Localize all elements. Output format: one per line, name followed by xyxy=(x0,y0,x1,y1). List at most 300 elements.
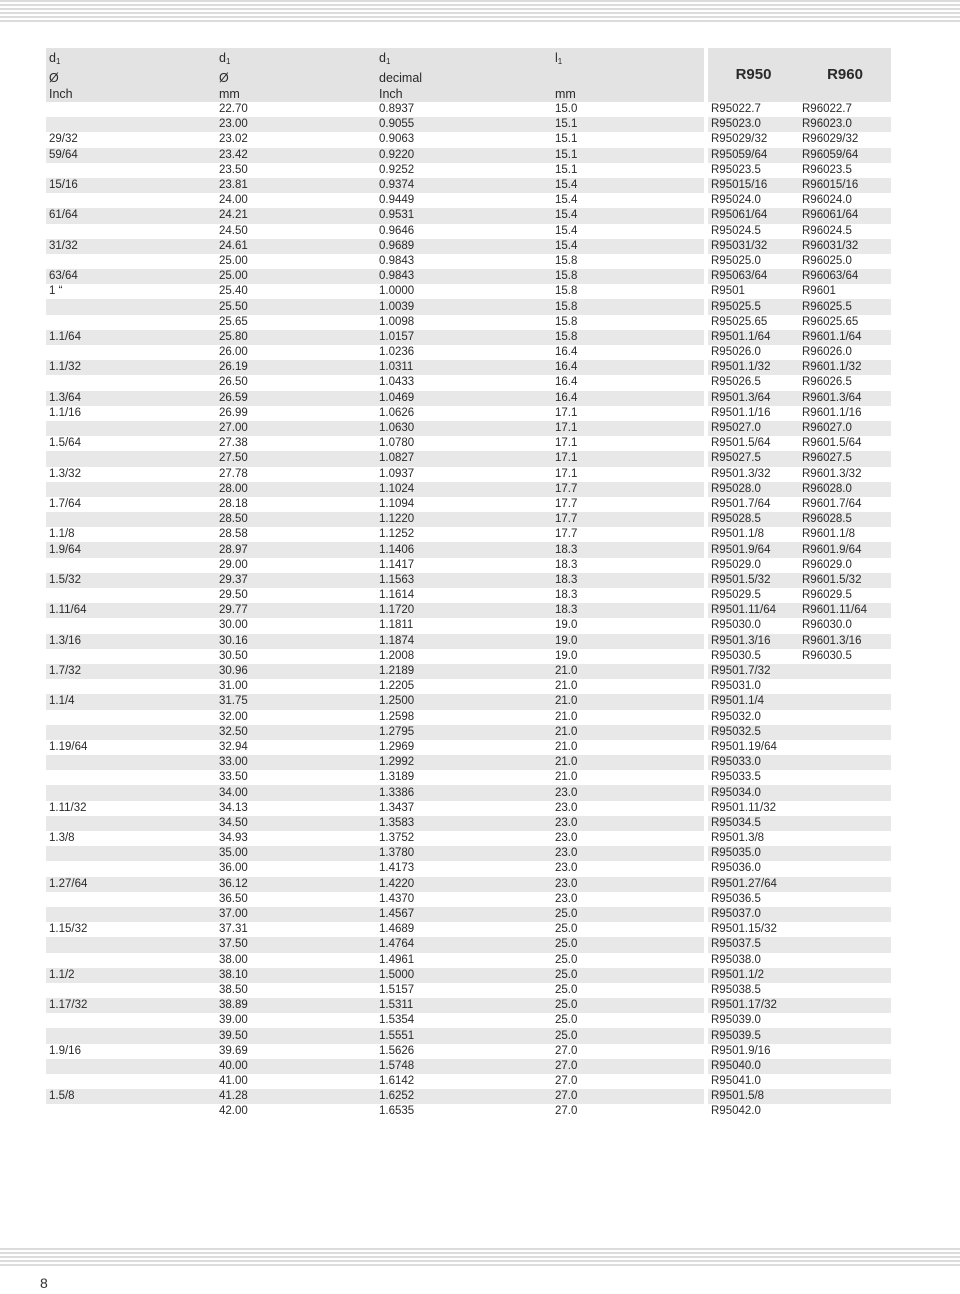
cell-length: 21.0 xyxy=(552,710,704,725)
table-header-row xyxy=(46,48,891,102)
cell-inch: 15/16 xyxy=(46,178,216,193)
cell-r950: R95031/32 xyxy=(708,239,799,254)
cell-decimal: 1.2598 xyxy=(376,710,552,725)
cell-r960: R9601.1/64 xyxy=(799,330,891,345)
cell-decimal: 0.9374 xyxy=(376,178,552,193)
cell-length: 25.0 xyxy=(552,998,704,1013)
cell-length: 15.1 xyxy=(552,163,704,178)
cell-r950: R9501.1/2 xyxy=(708,968,799,983)
cell-decimal: 1.1406 xyxy=(376,542,552,557)
cell-inch xyxy=(46,937,216,952)
cell-r950: R9501.9/16 xyxy=(708,1044,799,1059)
cell-r950: R9501.3/64 xyxy=(708,391,799,406)
cell-r950: R95037.0 xyxy=(708,907,799,922)
cell-length: 15.4 xyxy=(552,193,704,208)
table-row xyxy=(46,254,891,269)
cell-inch: 1.3/32 xyxy=(46,467,216,482)
cell-decimal: 1.1811 xyxy=(376,618,552,633)
table-row xyxy=(46,1059,891,1074)
cell-inch xyxy=(46,679,216,694)
cell-r950: R95024.0 xyxy=(708,193,799,208)
table-row xyxy=(46,436,891,451)
cell-r950: R95040.0 xyxy=(708,1059,799,1074)
cell-inch: 1.15/32 xyxy=(46,922,216,937)
cell-r960 xyxy=(799,877,891,892)
cell-mm: 38.00 xyxy=(216,953,376,968)
table-row xyxy=(46,634,891,649)
cell-r950: R9501.11/32 xyxy=(708,801,799,816)
cell-decimal: 1.2795 xyxy=(376,725,552,740)
cell-r960: R96025.65 xyxy=(799,315,891,330)
cell-length: 21.0 xyxy=(552,740,704,755)
table-row xyxy=(46,208,891,223)
table-row xyxy=(46,573,891,588)
cell-decimal: 1.4173 xyxy=(376,861,552,876)
cell-length: 25.0 xyxy=(552,953,704,968)
cell-r960 xyxy=(799,1059,891,1074)
cell-mm: 23.42 xyxy=(216,148,376,163)
cell-mm: 38.10 xyxy=(216,968,376,983)
cell-inch: 1.3/16 xyxy=(46,634,216,649)
cell-decimal: 1.1563 xyxy=(376,573,552,588)
cell-r960 xyxy=(799,861,891,876)
cell-r960: R9601.1/32 xyxy=(799,360,891,375)
cell-decimal: 1.1614 xyxy=(376,588,552,603)
table-row xyxy=(46,527,891,542)
cell-decimal: 1.6252 xyxy=(376,1089,552,1104)
cell-length: 27.0 xyxy=(552,1089,704,1104)
cell-decimal: 1.5626 xyxy=(376,1044,552,1059)
cell-length: 19.0 xyxy=(552,634,704,649)
cell-inch: 1.3/8 xyxy=(46,831,216,846)
cell-inch xyxy=(46,846,216,861)
cell-length: 17.1 xyxy=(552,421,704,436)
cell-mm: 30.50 xyxy=(216,649,376,664)
cell-mm: 25.00 xyxy=(216,254,376,269)
cell-inch xyxy=(46,451,216,466)
cell-mm: 33.50 xyxy=(216,770,376,785)
cell-mm: 26.50 xyxy=(216,375,376,390)
cell-r960 xyxy=(799,1044,891,1059)
table-row xyxy=(46,542,891,557)
cell-length: 25.0 xyxy=(552,1013,704,1028)
cell-r950: R9501.5/64 xyxy=(708,436,799,451)
cell-mm: 35.00 xyxy=(216,846,376,861)
cell-decimal: 1.0311 xyxy=(376,360,552,375)
table-row xyxy=(46,148,891,163)
cell-r950: R95061/64 xyxy=(708,208,799,223)
cell-decimal: 1.0937 xyxy=(376,467,552,482)
cell-r950: R9501.3/16 xyxy=(708,634,799,649)
cell-inch xyxy=(46,345,216,360)
cell-r950: R9501.1/16 xyxy=(708,406,799,421)
cell-length: 23.0 xyxy=(552,785,704,800)
cell-mm: 27.78 xyxy=(216,467,376,482)
cell-length: 15.4 xyxy=(552,178,704,193)
table-row xyxy=(46,983,891,998)
cell-inch: 1.1/32 xyxy=(46,360,216,375)
table-row xyxy=(46,239,891,254)
header-diameter-mm: $d_1$ Ø mm xyxy=(216,48,376,102)
cell-mm: 26.00 xyxy=(216,345,376,360)
cell-length: 21.0 xyxy=(552,679,704,694)
table-row xyxy=(46,664,891,679)
table-row xyxy=(46,375,891,390)
cell-r960 xyxy=(799,664,891,679)
cell-length: 18.3 xyxy=(552,558,704,573)
cell-decimal: 1.1094 xyxy=(376,497,552,512)
cell-r960: R9601.5/32 xyxy=(799,573,891,588)
table-row xyxy=(46,512,891,527)
table-row xyxy=(46,269,891,284)
cell-r960 xyxy=(799,694,891,709)
cell-r950: R95037.5 xyxy=(708,937,799,952)
cell-inch xyxy=(46,1059,216,1074)
cell-decimal: 1.4689 xyxy=(376,922,552,937)
table-row xyxy=(46,1013,891,1028)
cell-length: 27.0 xyxy=(552,1074,704,1089)
cell-decimal: 0.9220 xyxy=(376,148,552,163)
cell-inch xyxy=(46,482,216,497)
table-row xyxy=(46,132,891,147)
cell-mm: 24.00 xyxy=(216,193,376,208)
cell-r950: R9501.7/32 xyxy=(708,664,799,679)
cell-r960: R96059/64 xyxy=(799,148,891,163)
cell-inch: 1.1/16 xyxy=(46,406,216,421)
cell-r950: R95026.5 xyxy=(708,375,799,390)
cell-mm: 41.00 xyxy=(216,1074,376,1089)
table-row xyxy=(46,102,891,117)
cell-mm: 39.00 xyxy=(216,1013,376,1028)
cell-decimal: 1.4961 xyxy=(376,953,552,968)
table-row xyxy=(46,907,891,922)
cell-r960 xyxy=(799,740,891,755)
cell-length: 17.1 xyxy=(552,436,704,451)
table-row xyxy=(46,421,891,436)
cell-mm: 25.50 xyxy=(216,299,376,314)
cell-inch: 63/64 xyxy=(46,269,216,284)
cell-r960: R96028.0 xyxy=(799,482,891,497)
cell-mm: 34.00 xyxy=(216,785,376,800)
cell-decimal: 1.4370 xyxy=(376,892,552,907)
table-row xyxy=(46,831,891,846)
cell-mm: 25.40 xyxy=(216,284,376,299)
cell-r960 xyxy=(799,983,891,998)
cell-decimal: 1.3752 xyxy=(376,831,552,846)
cell-r960: R96027.0 xyxy=(799,421,891,436)
cell-length: 18.3 xyxy=(552,603,704,618)
cell-inch: 29/32 xyxy=(46,132,216,147)
cell-r960: R96023.0 xyxy=(799,117,891,132)
cell-decimal: 0.9843 xyxy=(376,254,552,269)
table-row xyxy=(46,315,891,330)
table-row xyxy=(46,770,891,785)
cell-mm: 28.18 xyxy=(216,497,376,512)
cell-mm: 26.19 xyxy=(216,360,376,375)
table-row xyxy=(46,345,891,360)
cell-r960 xyxy=(799,953,891,968)
table-row xyxy=(46,117,891,132)
table-row xyxy=(46,193,891,208)
cell-decimal: 1.0000 xyxy=(376,284,552,299)
cell-inch: 59/64 xyxy=(46,148,216,163)
table-row xyxy=(46,679,891,694)
table-row xyxy=(46,755,891,770)
cell-r950: R95024.5 xyxy=(708,224,799,239)
cell-inch: 1.9/64 xyxy=(46,542,216,557)
cell-decimal: 1.1252 xyxy=(376,527,552,542)
cell-decimal: 1.5748 xyxy=(376,1059,552,1074)
cell-r950: R95025.5 xyxy=(708,299,799,314)
cell-mm: 28.58 xyxy=(216,527,376,542)
cell-inch: 1.5/32 xyxy=(46,573,216,588)
cell-r960 xyxy=(799,831,891,846)
cell-r950: R95029/32 xyxy=(708,132,799,147)
cell-mm: 37.50 xyxy=(216,937,376,952)
cell-mm: 41.28 xyxy=(216,1089,376,1104)
cell-r960: R96063/64 xyxy=(799,269,891,284)
cell-decimal: 1.0039 xyxy=(376,299,552,314)
cell-length: 15.1 xyxy=(552,132,704,147)
cell-length: 21.0 xyxy=(552,770,704,785)
cell-mm: 38.50 xyxy=(216,983,376,998)
cell-r950: R95032.5 xyxy=(708,725,799,740)
page-number: 8 xyxy=(40,1275,48,1291)
cell-mm: 30.96 xyxy=(216,664,376,679)
table-row xyxy=(46,785,891,800)
cell-length: 15.8 xyxy=(552,315,704,330)
cell-r950: R95015/16 xyxy=(708,178,799,193)
cell-length: 25.0 xyxy=(552,907,704,922)
cell-length: 17.1 xyxy=(552,451,704,466)
cell-length: 23.0 xyxy=(552,877,704,892)
cell-decimal: 1.0626 xyxy=(376,406,552,421)
cell-decimal: 1.1874 xyxy=(376,634,552,649)
cell-inch: 1.5/8 xyxy=(46,1089,216,1104)
cell-r960 xyxy=(799,907,891,922)
cell-length: 25.0 xyxy=(552,937,704,952)
cell-r950: R95036.5 xyxy=(708,892,799,907)
cell-inch xyxy=(46,1028,216,1043)
cell-inch: 1.3/64 xyxy=(46,391,216,406)
cell-inch xyxy=(46,907,216,922)
cell-inch: 1.9/16 xyxy=(46,1044,216,1059)
cell-mm: 29.77 xyxy=(216,603,376,618)
cell-decimal: 1.0433 xyxy=(376,375,552,390)
cell-r950: R9501.1/32 xyxy=(708,360,799,375)
table-row xyxy=(46,649,891,664)
cell-length: 21.0 xyxy=(552,725,704,740)
cell-inch: 1.11/32 xyxy=(46,801,216,816)
table-row xyxy=(46,558,891,573)
cell-inch xyxy=(46,861,216,876)
cell-mm: 38.89 xyxy=(216,998,376,1013)
table-row xyxy=(46,1104,891,1119)
cell-decimal: 0.9055 xyxy=(376,117,552,132)
table-row xyxy=(46,740,891,755)
cell-length: 15.8 xyxy=(552,284,704,299)
table-row xyxy=(46,163,891,178)
table-row xyxy=(46,968,891,983)
cell-length: 21.0 xyxy=(552,755,704,770)
cell-decimal: 1.2189 xyxy=(376,664,552,679)
cell-length: 17.7 xyxy=(552,527,704,542)
header-diameter-decimal: $d_1$ decimal Inch xyxy=(376,48,552,102)
cell-decimal: 1.5551 xyxy=(376,1028,552,1043)
cell-r960: R96015/16 xyxy=(799,178,891,193)
cell-length: 23.0 xyxy=(552,846,704,861)
cell-length: 25.0 xyxy=(552,983,704,998)
cell-inch xyxy=(46,163,216,178)
table-row xyxy=(46,467,891,482)
cell-length: 27.0 xyxy=(552,1104,704,1119)
cell-length: 17.1 xyxy=(552,406,704,421)
table-row xyxy=(46,1028,891,1043)
cell-mm: 27.00 xyxy=(216,421,376,436)
table-row xyxy=(46,391,891,406)
cell-r950: R95034.5 xyxy=(708,816,799,831)
cell-inch xyxy=(46,710,216,725)
cell-r960 xyxy=(799,998,891,1013)
table-row xyxy=(46,618,891,633)
cell-length: 25.0 xyxy=(552,922,704,937)
cell-decimal: 1.0630 xyxy=(376,421,552,436)
cell-r960: R96025.5 xyxy=(799,299,891,314)
cell-mm: 34.50 xyxy=(216,816,376,831)
cell-length: 21.0 xyxy=(552,694,704,709)
cell-decimal: 1.0469 xyxy=(376,391,552,406)
header-r950: R950 xyxy=(708,48,799,102)
cell-inch: 1.1/2 xyxy=(46,968,216,983)
cell-mm: 28.97 xyxy=(216,542,376,557)
table-row xyxy=(46,877,891,892)
cell-r950: R9501.11/64 xyxy=(708,603,799,618)
cell-r950: R95029.0 xyxy=(708,558,799,573)
table-row xyxy=(46,694,891,709)
cell-inch: 1.27/64 xyxy=(46,877,216,892)
cell-r960 xyxy=(799,785,891,800)
cell-mm: 31.75 xyxy=(216,694,376,709)
table-row xyxy=(46,497,891,512)
table-row xyxy=(46,953,891,968)
cell-r950: R95025.65 xyxy=(708,315,799,330)
cell-inch xyxy=(46,649,216,664)
cell-length: 16.4 xyxy=(552,391,704,406)
cell-r950: R95039.0 xyxy=(708,1013,799,1028)
cell-mm: 25.80 xyxy=(216,330,376,345)
table-row xyxy=(46,482,891,497)
cell-inch xyxy=(46,117,216,132)
cell-inch xyxy=(46,770,216,785)
table-row xyxy=(46,816,891,831)
cell-inch xyxy=(46,892,216,907)
cell-mm: 23.02 xyxy=(216,132,376,147)
cell-r950: R95038.5 xyxy=(708,983,799,998)
cell-inch xyxy=(46,375,216,390)
cell-decimal: 1.5000 xyxy=(376,968,552,983)
cell-decimal: 1.1720 xyxy=(376,603,552,618)
cell-r960: R96022.7 xyxy=(799,102,891,117)
table-row xyxy=(46,360,891,375)
cell-r950: R9501.5/32 xyxy=(708,573,799,588)
cell-length: 17.7 xyxy=(552,482,704,497)
cell-r960: R9601.5/64 xyxy=(799,436,891,451)
cell-inch: 1.17/32 xyxy=(46,998,216,1013)
cell-r960: R9601.9/64 xyxy=(799,542,891,557)
table-row xyxy=(46,588,891,603)
cell-r960 xyxy=(799,1074,891,1089)
cell-length: 15.0 xyxy=(552,102,704,117)
cell-inch: 1.5/64 xyxy=(46,436,216,451)
cell-r950: R95036.0 xyxy=(708,861,799,876)
cell-r960 xyxy=(799,755,891,770)
cell-length: 16.4 xyxy=(552,360,704,375)
cell-inch: 1.1/4 xyxy=(46,694,216,709)
table-row xyxy=(46,710,891,725)
cell-r950: R95023.5 xyxy=(708,163,799,178)
cell-r950: R95038.0 xyxy=(708,953,799,968)
header-diameter-inch: $d_1$ Ø Inch xyxy=(46,48,216,102)
cell-r960: R9601.7/64 xyxy=(799,497,891,512)
cell-r950: R95033.0 xyxy=(708,755,799,770)
cell-length: 19.0 xyxy=(552,649,704,664)
table-row xyxy=(46,178,891,193)
cell-length: 23.0 xyxy=(552,831,704,846)
cell-length: 16.4 xyxy=(552,375,704,390)
cell-r950: R9501.3/32 xyxy=(708,467,799,482)
cell-length: 23.0 xyxy=(552,861,704,876)
cell-inch: 1.19/64 xyxy=(46,740,216,755)
cell-decimal: 1.1024 xyxy=(376,482,552,497)
header-r960: R960 xyxy=(799,48,891,102)
cell-mm: 26.99 xyxy=(216,406,376,421)
cell-r960 xyxy=(799,1028,891,1043)
cell-mm: 33.00 xyxy=(216,755,376,770)
cell-inch xyxy=(46,618,216,633)
cell-length: 19.0 xyxy=(552,618,704,633)
cell-mm: 36.00 xyxy=(216,861,376,876)
cell-length: 18.3 xyxy=(552,573,704,588)
cell-r960: R96030.0 xyxy=(799,618,891,633)
cell-r960 xyxy=(799,816,891,831)
cell-mm: 25.65 xyxy=(216,315,376,330)
cell-r950: R95025.0 xyxy=(708,254,799,269)
cell-r960: R9601.3/16 xyxy=(799,634,891,649)
cell-r950: R9501.15/32 xyxy=(708,922,799,937)
cell-decimal: 1.3189 xyxy=(376,770,552,785)
cell-inch xyxy=(46,421,216,436)
cell-r960: R96026.0 xyxy=(799,345,891,360)
cell-decimal: 1.2500 xyxy=(376,694,552,709)
cell-length: 17.7 xyxy=(552,512,704,527)
cell-inch: 1.7/32 xyxy=(46,664,216,679)
cell-decimal: 0.9252 xyxy=(376,163,552,178)
table-row xyxy=(46,801,891,816)
cell-decimal: 1.0827 xyxy=(376,451,552,466)
cell-length: 15.8 xyxy=(552,299,704,314)
cell-length: 23.0 xyxy=(552,801,704,816)
table-row xyxy=(46,922,891,937)
cell-r950: R95028.0 xyxy=(708,482,799,497)
table-row xyxy=(46,725,891,740)
cell-inch xyxy=(46,755,216,770)
cell-r960: R96030.5 xyxy=(799,649,891,664)
cell-mm: 34.93 xyxy=(216,831,376,846)
cell-decimal: 0.8937 xyxy=(376,102,552,117)
cell-inch xyxy=(46,254,216,269)
table-row xyxy=(46,1074,891,1089)
cell-r960: R96027.5 xyxy=(799,451,891,466)
